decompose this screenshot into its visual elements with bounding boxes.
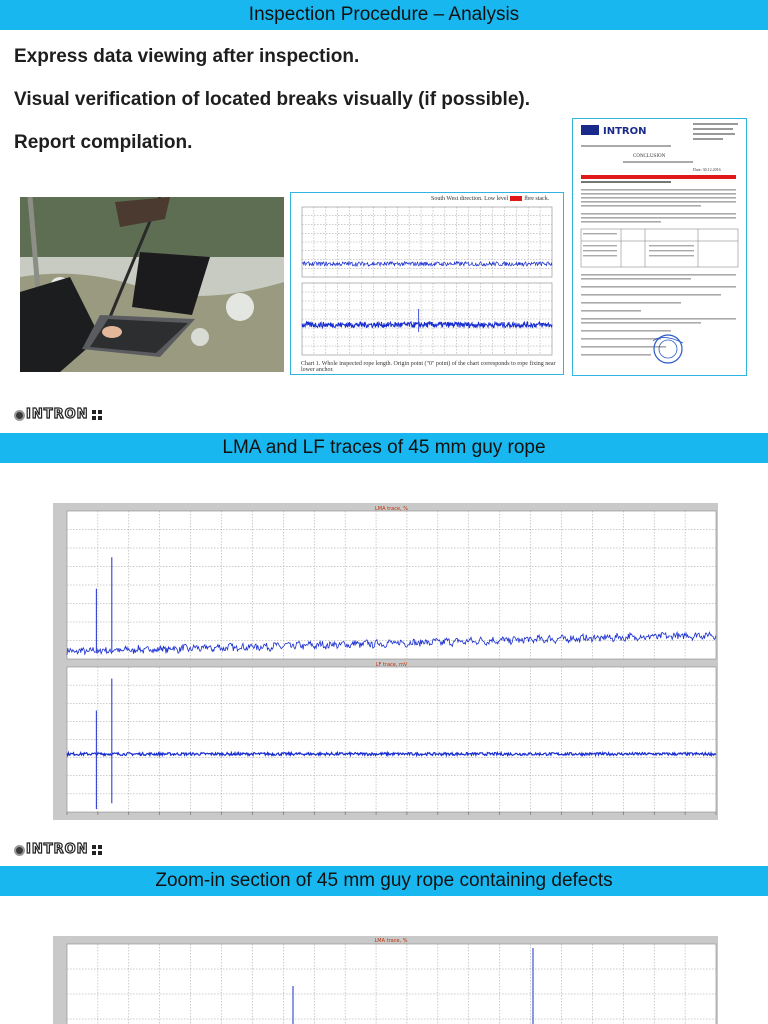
intron-logo-mark-icon [14,410,25,421]
intron-logo-2: INTRON [14,843,102,857]
document-title: CONCLUSION [633,154,666,159]
bullet-express-data: Express data viewing after inspection. [14,46,360,67]
thumbnail-header: South West direction. Low level fbre stack. [431,196,550,202]
zoom-plot-area [67,944,716,1024]
zoom-title: LMA trace, % [374,938,408,944]
svg-text:INTRON: INTRON [603,126,647,137]
lf-title: LF trace, mV [375,662,408,668]
intron-logo: INTRON [14,408,102,422]
bullet-visual-verification: Visual verification of located breaks visually (if possible). [14,89,530,110]
bullet-report: Report compilation. [14,132,193,153]
conclusion-document [572,118,747,376]
intron-logo-dots-icon [92,410,102,420]
banner-traces: LMA and LF traces of 45 mm guy rope [0,433,768,463]
whole-rope-chart-thumbnail [290,192,564,375]
banner-zoom: Zoom-in section of 45 mm guy rope containing defects [0,866,768,896]
thumbnail-plot [296,203,558,363]
lma-lf-trace-chart [53,503,718,820]
intron-logo-dots-icon [92,845,102,855]
banner-analysis: Inspection Procedure – Analysis [0,0,768,30]
field-inspection-photo [20,197,284,372]
svg-text:Date: 30.12.2016: Date: 30.12.2016 [693,167,721,172]
lma-title: LMA trace, % [375,506,408,512]
zoom-plot [53,936,718,1024]
intron-logo-mark-icon [14,845,25,856]
lma-lf-plot [53,503,718,820]
thumbnail-caption: Chart 1. Whole inspected rope length. Origin point ("0" point) of the chart corresponds to rope fixing near lower anchor. [301,361,556,373]
zoom-trace-chart [53,936,718,1024]
